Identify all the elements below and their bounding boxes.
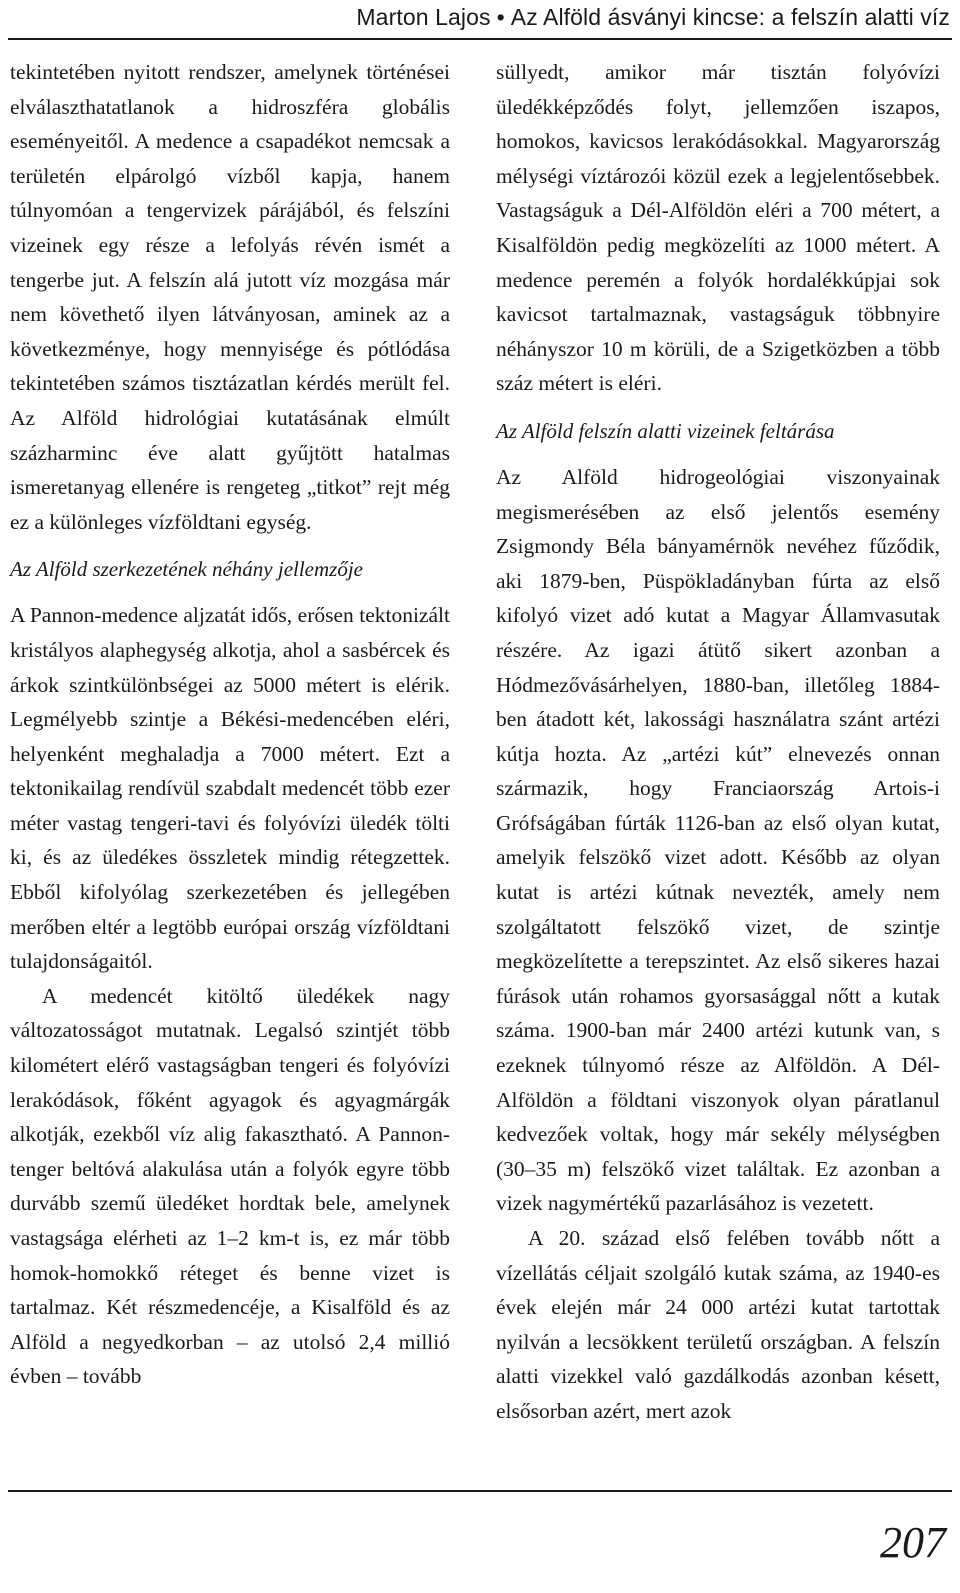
header-author: Marton Lajos <box>356 4 491 30</box>
left-paragraph-2: A Pannon-medence aljzatát idős, erősen tektonizált kristályos alaphegység alkotja, ahol a sasbércek és árkok szintkülönbségei az 5000 métert is elérik. Legmélyebb szintje a Békési-medencében eléri, helyenként meghaladja a 7000 métert. Ezt a tektonikailag rendívül szabdalt medencét több ezer méter vastag tengeri-tavi és folyóvízi üledék tölti ki, és az üledékes összletek mindig rétegzettek. Ebből kifolyólag szerkezetében és jellegében merőben eltér a legtöbb európai ország vízföldtani tulajdonságaitól. <box>10 603 450 974</box>
right-paragraph-1: süllyedt, amikor már tisztán folyóvízi üledékképződés folyt, jellemzően iszapos, homokos, kavicsos lerakódásokkal. Magyarország mélységi víztározói közül ezek a legjelentősebbek. Vastagságuk a Dél-Alföldön eléri a 700 métert, a Kisalföldön pedig megközelíti az 1000 métert. A medence peremén a folyók hordalékkúpjai sok kavicsot tartalmaznak, vastagságuk többnyire néhányszor 10 m körüli, de a Szigetközben a több száz métert is eléri. <box>496 60 940 396</box>
left-section-heading: Az Alföld szerkezetének néhány jellemzője <box>10 557 364 582</box>
right-column <box>496 55 940 1429</box>
running-header <box>356 4 950 31</box>
page-number: 207 <box>880 1518 946 1567</box>
header-title: Az Alföld ásványi kincse: a felszín alatti víz <box>510 4 950 30</box>
right-section-heading: Az Alföld felszín alatti vizeinek feltárása <box>496 418 835 443</box>
header-rule <box>8 38 952 40</box>
left-column <box>10 55 450 1394</box>
header-bullet: • <box>496 4 505 30</box>
right-paragraph-2: Az Alföld hidrogeológiai viszonyainak megismerésében az első jelentős esemény Zsigmondy Béla bányamérnök nevéhez fűződik, aki 1879-ben, Püspökladányban fúrta az első kifolyó vizet adó kutat a Magyar Államvasutak részére. Az igazi átütő sikert azonban a Hódmezővásárhelyen, 1880-ban, illetőleg 1884-ben átadott két, lakossági használatra szánt artézi kútja hozta. Az „artézi kút” elnevezés onnan származik, hogy Franciaország Artois-i Grófságában fúrták 1126-ban az első olyan kutat, amelyik felszökő vizet adott. Később az olyan kutat is artézi kútnak nevezték, amely nem szolgáltatott felszökő vizet, de szintje megközelítette a terepszintet. Az első sikeres hazai fúrások után rohamos gyorsasággal nőtt a kutak száma. 1900-ban már 2400 artézi kutunk van, s ezeknek túlnyomó része az Alföldön. A Dél-Alföldön a földtani viszonyok olyan páratlanul kedvezőek voltak, hogy már sekély mélységben (30–35 m) felszökő vizet találtak. Ez azonban a vizek nagymértékű pazarlásához is vezetett. <box>496 464 940 1216</box>
footer-rule <box>8 1490 952 1492</box>
right-paragraph-3: A 20. század első felében tovább nőtt a vízellátás céljait szolgáló kutak száma, az 1940-es évek elején már 24 000 artézi kutat tartottak nyilván a lecsökkent területű országban. A felszín alatti vizekkel való gazdálkodás azonban késett, elsősorban azért, mert azok <box>496 1226 940 1423</box>
left-paragraph-3: A medencét kitöltő üledékek nagy változatosságot mutatnak. Legalsó szintjét több kilométert elérő vastagságban tengeri és folyóvízi lerakódások, főként agyagok és agyagmárgák alkotják, ezekből víz alig fakasztható. A Pannon-tenger beltóvá alakulása után a folyók egyre több durvább szemű üledéket hordtak bele, amelynek vastagsága elérheti az 1–2 km-t is, ez már több homok-homokkő réteget és benne vizet is tartalmaz. Két részmedencéje, a Kisalföld és az Alföld a negyedkorban – az utolsó 2,4 millió évben – tovább <box>10 983 450 1389</box>
left-paragraph-1: tekintetében nyitott rendszer, amelynek történései elválaszthatatlanok a hidroszféra globális eseményeitől. A medence a csapadékot nemcsak a területén elpárolgó vízből kapja, hanem túlnyomóan a tengervizek párájából, és felszíni vizeinek egy része a lefolyás révén ismét a tengerbe jut. A felszín alá jutott víz mozgása már nem követhető ilyen látványosan, aminek az a következménye, hogy mennyisége és pótlódása tekintetében számos tisztázatlan kérdés merült fel. Az Alföld hidrológiai kutatásának elmúlt százharminc éve alatt gyűjtött hatalmas ismeretanyag ellenére is rengeteg „titkot” rejt még ez a különleges vízföldtani egység. <box>10 60 450 534</box>
